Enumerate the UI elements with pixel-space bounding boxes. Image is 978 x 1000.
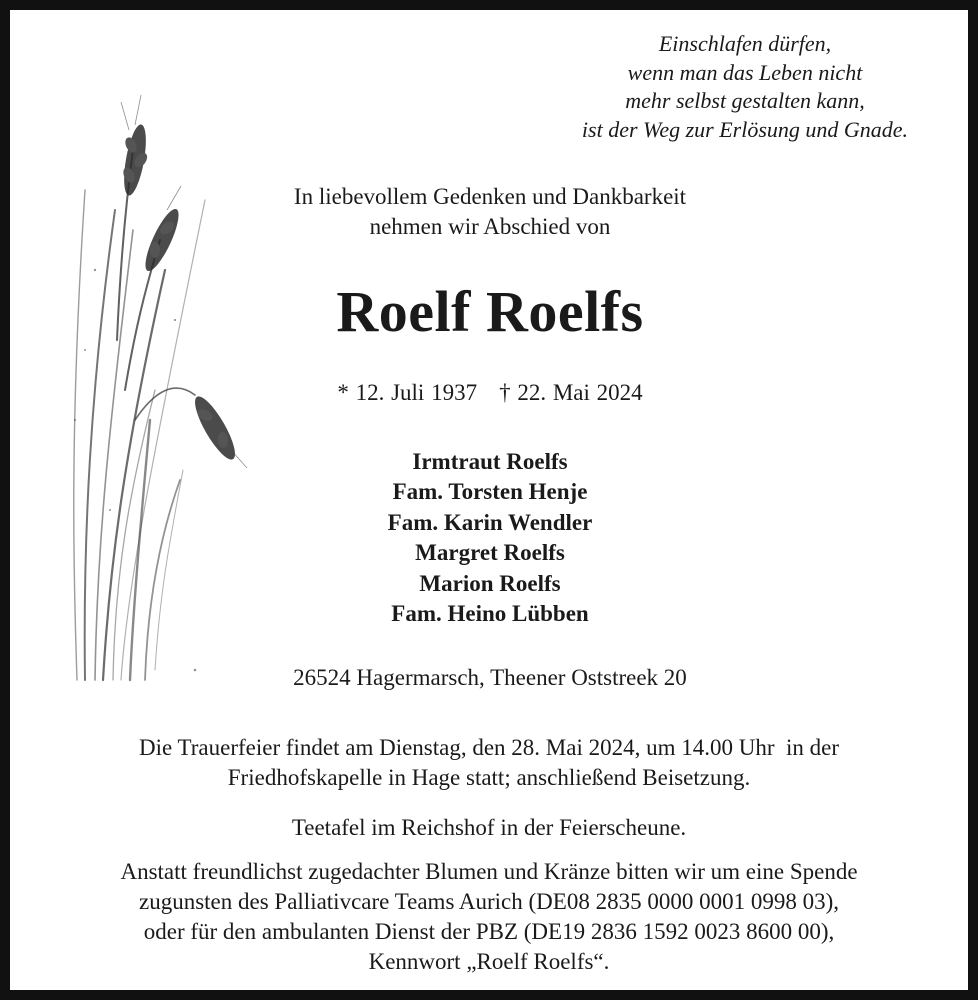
donation-line: Anstatt freundlichst zugedachter Blumen und Kränze bitten wir um eine Spende [120,859,858,884]
intro-line: nehmen wir Abschied von [369,214,611,239]
mourner-name: Fam. Torsten Henje [392,479,588,505]
family-address: 26524 Hagermarsch, Theener Oststreek 20 [293,665,687,690]
poem-line: ist der Weg zur Erlösung und Gnade. [581,116,909,142]
service-line: Die Trauerfeier findet am Dienstag, den 28. Mai 2024, um 14.00 Uhr in der [138,735,840,760]
donation-request [30,857,948,977]
mourners-list [250,447,730,629]
mourner-name: Margret Roelfs [415,540,565,566]
poem-verse [540,30,950,144]
life-dates [190,378,790,408]
intro-text [200,182,780,242]
birth-date: * 12. Juli 1937 [337,380,478,405]
funeral-service-info [30,733,948,793]
mourner-name: Fam. Karin Wendler [387,509,593,535]
tea-reception-info: Teetafel im Reichshof in der Feierscheune. [291,815,687,840]
poem-line: wenn man das Leben nicht [627,59,863,85]
donation-line: oder für den ambulanten Dienst der PBZ (DE19 2836 1592 0023 8600 00), [143,919,835,944]
donation-line: Kennwort „Roelf Roelfs“. [368,949,610,974]
poem-line: Einschlafen dürfen, [658,31,832,56]
service-line: Friedhofskapelle in Hage statt; anschließend Beisetzung. [227,765,751,790]
death-date: † 22. Mai 2024 [499,380,643,405]
intro-line: In liebevollem Gedenken und Dankbarkeit [293,184,687,209]
donation-line: zugunsten des Palliativcare Teams Aurich (DE08 2835 0000 0001 0998 03), [139,889,839,914]
mourner-name: Irmtraut Roelfs [412,449,568,474]
poem-line: mehr selbst gestalten kann, [625,88,865,113]
mourner-name: Fam. Heino Lübben [391,601,589,627]
deceased-name: Roelf Roelfs [336,279,644,344]
mourner-name: Marion Roelfs [419,570,561,596]
